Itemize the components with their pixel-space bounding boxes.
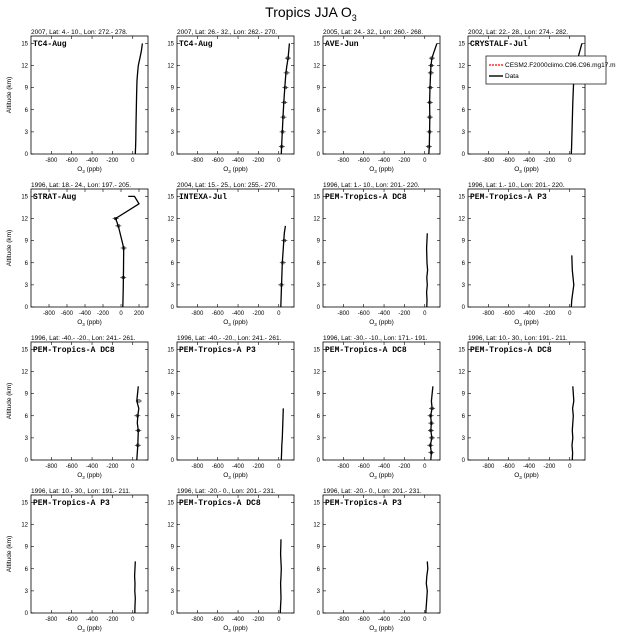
y-tick-label: 15: [167, 347, 174, 354]
x-tick-label: 200: [133, 311, 145, 317]
y-tick-label: 15: [21, 194, 28, 201]
panel-header: 1996, Lat: 1.- 10., Lon: 201.- 220.: [468, 182, 565, 189]
x-tick-label: -800: [191, 464, 204, 470]
panel-12: [458, 335, 585, 480]
x-tick-label: 0: [131, 464, 135, 470]
x-tick-label: 0: [119, 311, 123, 317]
panel-frame: [468, 189, 585, 307]
x-tick-label: -800: [45, 464, 58, 470]
y-tick-label: 9: [170, 391, 174, 398]
y-tick-label: 3: [316, 435, 320, 442]
panel-label: CRYSTALF-Jul: [470, 40, 528, 49]
x-tick-label: -600: [211, 617, 224, 623]
x-tick-label: -800: [337, 464, 350, 470]
x-tick-label: -200: [106, 158, 119, 164]
y-tick-label: 15: [167, 194, 174, 201]
panel-header: 1996, Lat: -40.- -20., Lon: 241.- 261.: [177, 335, 282, 342]
y-tick-label: 3: [316, 588, 320, 595]
y-axis-label: Altitude (km): [6, 229, 13, 267]
panel-frame: [468, 36, 585, 154]
y-tick-label: 3: [24, 588, 28, 595]
x-tick-label: -600: [357, 464, 370, 470]
y-tick-label: 6: [316, 566, 320, 573]
x-tick-label: -600: [502, 311, 515, 317]
y-tick-label: 9: [24, 238, 28, 245]
panel-11: [313, 335, 440, 480]
panels: [6, 29, 616, 633]
panel-label: TC4-Aug: [33, 40, 67, 49]
x-tick-label: -200: [252, 158, 265, 164]
x-tick-label: -200: [398, 617, 411, 623]
panel-label: AVE-Jun: [325, 40, 359, 49]
x-tick-label: 0: [423, 158, 427, 164]
panel-label: PEM-Tropics-A DC8: [325, 193, 407, 202]
y-tick-label: 12: [21, 63, 28, 70]
panel-header: 2004, Lat: 15.- 25., Lon: 255.- 270.: [177, 182, 278, 189]
y-tick-label: 12: [458, 216, 465, 223]
panel-label: PEM-Tropics-A P3: [33, 499, 110, 508]
panel-header: 1996, Lat: 10.- 30., Lon: 191.- 211.: [31, 488, 131, 495]
y-tick-label: 12: [313, 63, 320, 70]
legend-box: [486, 56, 606, 84]
y-tick-label: 15: [458, 41, 465, 48]
x-tick-label: -800: [337, 158, 350, 164]
x-tick-label: -800: [45, 617, 58, 623]
x-axis-label: $O_3$ (ppb): [77, 625, 102, 633]
panel-header: 2002, Lat: 22.- 28., Lon: 274.- 282.: [468, 29, 569, 36]
y-tick-label: 9: [24, 391, 28, 398]
y-tick-label: 6: [170, 260, 174, 267]
series-line-data: [571, 255, 574, 307]
y-tick-label: 3: [461, 282, 465, 289]
panel-header: 1996, Lat: -30.- -10., Lon: 171.- 191.: [323, 335, 428, 342]
y-tick-label: 12: [167, 522, 174, 529]
series-line-data: [135, 561, 136, 613]
x-tick-label: -800: [191, 311, 204, 317]
panel-header: 2005, Lat: 24.- 32., Lon: 260.- 268.: [323, 29, 424, 36]
legend: [486, 56, 616, 84]
x-tick-label: -800: [191, 158, 204, 164]
y-tick-label: 6: [461, 260, 465, 267]
x-axis-label: $O_3$ (ppb): [223, 166, 248, 174]
x-tick-label: 0: [277, 464, 281, 470]
panel-header: 2007, Lat: 4.- 10., Lon: 272.- 278.: [31, 29, 128, 36]
x-axis-label: $O_3$ (ppb): [369, 625, 394, 633]
x-tick-label: 0: [568, 311, 572, 317]
x-tick-label: -400: [523, 158, 536, 164]
x-axis-label: $O_3$ (ppb): [514, 319, 539, 327]
y-tick-label: 9: [316, 238, 320, 245]
y-tick-label: 12: [313, 522, 320, 529]
y-tick-label: 9: [24, 544, 28, 551]
y-tick-label: 6: [170, 566, 174, 573]
y-tick-label: 15: [458, 194, 465, 201]
x-tick-label: -600: [357, 311, 370, 317]
y-tick-label: 3: [170, 588, 174, 595]
series-line-data: [426, 561, 428, 613]
y-axis-label: Altitude (km): [6, 76, 13, 114]
x-tick-label: -400: [378, 311, 391, 317]
y-tick-label: 12: [313, 216, 320, 223]
y-tick-label: 15: [313, 41, 320, 48]
panel-5: [6, 182, 148, 327]
y-tick-label: 0: [316, 152, 320, 158]
y-tick-label: 0: [316, 305, 320, 311]
panel-frame: [177, 189, 294, 307]
x-tick-label: -200: [398, 311, 411, 317]
x-tick-label: 0: [423, 311, 427, 317]
y-tick-label: 0: [170, 458, 174, 464]
panel-header: 1996, Lat: -20.- 0., Lon: 201.- 231.: [177, 488, 276, 495]
x-tick-label: 0: [568, 158, 572, 164]
panel-label: STRAT-Aug: [33, 193, 77, 202]
x-tick-label: -800: [45, 158, 58, 164]
panel-frame: [31, 36, 148, 154]
x-tick-label: 0: [131, 617, 135, 623]
x-tick-label: -200: [398, 464, 411, 470]
y-tick-label: 3: [24, 282, 28, 289]
x-axis-label: $O_3$ (ppb): [369, 166, 394, 174]
y-tick-label: 6: [461, 107, 465, 114]
y-tick-label: 9: [170, 85, 174, 92]
panel-frame: [31, 189, 148, 307]
y-tick-label: 3: [170, 282, 174, 289]
panel-header: 1996, Lat: -40.- -20., Lon: 241.- 261.: [31, 335, 136, 342]
x-tick-label: -800: [482, 464, 495, 470]
y-tick-label: 6: [170, 413, 174, 420]
y-tick-label: 0: [461, 458, 465, 464]
y-tick-label: 3: [316, 282, 320, 289]
panel-13: [6, 488, 148, 633]
y-tick-label: 6: [316, 107, 320, 114]
y-tick-label: 3: [24, 435, 28, 442]
y-tick-label: 3: [316, 129, 320, 136]
x-tick-label: -400: [86, 158, 99, 164]
series-line-data: [427, 233, 428, 307]
x-tick-label: -400: [232, 464, 245, 470]
x-tick-label: -600: [65, 617, 78, 623]
panel-4: [458, 29, 585, 174]
x-tick-label: -400: [378, 617, 391, 623]
y-tick-label: 3: [170, 129, 174, 136]
x-axis-label: $O_3$ (ppb): [369, 319, 394, 327]
x-tick-label: -400: [232, 311, 245, 317]
x-tick-label: -400: [523, 464, 536, 470]
y-axis-label: Altitude (km): [6, 535, 13, 573]
y-tick-label: 15: [167, 500, 174, 507]
y-tick-label: 15: [313, 347, 320, 354]
x-tick-label: -200: [106, 617, 119, 623]
y-tick-label: 6: [24, 413, 28, 420]
x-tick-label: -800: [191, 617, 204, 623]
y-tick-label: 9: [170, 544, 174, 551]
x-tick-label: -800: [482, 311, 495, 317]
panel-3: [313, 29, 440, 174]
y-tick-label: 12: [458, 63, 465, 70]
series-line-data: [116, 196, 139, 307]
y-tick-label: 9: [316, 544, 320, 551]
series-line-data: [280, 539, 281, 613]
y-tick-label: 0: [170, 152, 174, 158]
panel-1: [6, 29, 148, 174]
panel-6: [167, 182, 294, 327]
x-tick-label: 0: [277, 158, 281, 164]
y-tick-label: 15: [21, 41, 28, 48]
panel-7: [313, 182, 440, 327]
panel-label: PEM-Tropics-A DC8: [470, 346, 552, 355]
figure-title: Tropics JJA $O_3$: [265, 4, 357, 23]
x-tick-label: -400: [232, 158, 245, 164]
panel-frame: [177, 342, 294, 460]
panel-label: PEM-Tropics-A DC8: [179, 499, 261, 508]
y-tick-label: 6: [316, 260, 320, 267]
y-tick-label: 0: [461, 152, 465, 158]
y-tick-label: 0: [24, 458, 28, 464]
y-tick-label: 9: [461, 238, 465, 245]
x-axis-label: $O_3$ (ppb): [77, 166, 102, 174]
y-tick-label: 15: [21, 500, 28, 507]
x-tick-label: -200: [252, 464, 265, 470]
x-axis-label: $O_3$ (ppb): [514, 472, 539, 480]
y-tick-label: 6: [170, 107, 174, 114]
y-tick-label: 0: [316, 611, 320, 617]
y-tick-label: 9: [316, 391, 320, 398]
y-tick-label: 6: [24, 566, 28, 573]
y-tick-label: 12: [21, 369, 28, 376]
figure-title-subscript: 3: [351, 13, 357, 23]
panel-header: 1996, Lat: 18.- 24., Lon: 197.- 205.: [31, 182, 132, 189]
panel-14: [167, 488, 294, 633]
y-tick-label: 12: [21, 522, 28, 529]
series-line-data: [281, 43, 289, 154]
x-tick-label: -800: [482, 158, 495, 164]
x-tick-label: 0: [423, 464, 427, 470]
x-axis-label: $O_3$ (ppb): [223, 625, 248, 633]
y-tick-label: 15: [21, 347, 28, 354]
panel-frame: [323, 342, 440, 460]
panel-frame: [468, 342, 585, 460]
x-tick-label: -400: [378, 464, 391, 470]
x-tick-label: 0: [277, 311, 281, 317]
x-tick-label: -200: [252, 311, 265, 317]
x-tick-label: 0: [568, 464, 572, 470]
y-tick-label: 15: [313, 194, 320, 201]
y-tick-label: 15: [313, 500, 320, 507]
x-tick-label: -600: [211, 311, 224, 317]
y-axis-label: Altitude (km): [6, 382, 13, 420]
x-tick-label: -200: [398, 158, 411, 164]
y-tick-label: 9: [170, 238, 174, 245]
panel-frame: [177, 36, 294, 154]
panel-frame: [323, 36, 440, 154]
x-tick-label: -400: [378, 158, 391, 164]
legend-model-label: CESM2.F2000climo.C96.C96.mg17.m: [505, 62, 616, 69]
x-tick-label: -600: [357, 617, 370, 623]
panel-label: PEM-Tropics-A DC8: [33, 346, 115, 355]
x-axis-label: $O_3$ (ppb): [223, 319, 248, 327]
y-tick-label: 9: [316, 85, 320, 92]
x-tick-label: -400: [523, 311, 536, 317]
x-tick-label: -400: [86, 617, 99, 623]
x-tick-label: -800: [337, 617, 350, 623]
y-tick-label: 3: [461, 129, 465, 136]
x-tick-label: -600: [65, 158, 78, 164]
x-tick-label: -200: [106, 464, 119, 470]
panel-label: PEM-Tropics-A P3: [325, 499, 402, 508]
x-axis-label: $O_3$ (ppb): [514, 166, 539, 174]
panel-label: TC4-Aug: [179, 40, 213, 49]
panel-frame: [31, 495, 148, 613]
series-line-data: [281, 226, 286, 307]
y-tick-label: 9: [461, 391, 465, 398]
x-tick-label: -400: [232, 617, 245, 623]
x-tick-label: -400: [78, 311, 92, 317]
y-tick-label: 3: [24, 129, 28, 136]
panel-label: PEM-Tropics-A P3: [179, 346, 256, 355]
panel-label: PEM-Tropics-A DC8: [325, 346, 407, 355]
x-tick-label: 0: [423, 617, 427, 623]
panel-label: PEM-Tropics-A P3: [470, 193, 547, 202]
panel-frame: [323, 495, 440, 613]
y-tick-label: 12: [167, 369, 174, 376]
x-tick-label: -200: [543, 158, 556, 164]
y-tick-label: 12: [167, 216, 174, 223]
x-tick-label: 0: [131, 158, 135, 164]
y-tick-label: 3: [170, 435, 174, 442]
y-tick-label: 9: [461, 85, 465, 92]
panel-frame: [31, 342, 148, 460]
panel-header: 1996, Lat: 1.- 10., Lon: 201.- 220.: [323, 182, 420, 189]
y-tick-label: 6: [24, 260, 28, 267]
x-tick-label: -400: [86, 464, 99, 470]
x-axis-label: $O_3$ (ppb): [77, 472, 102, 480]
x-axis-label: $O_3$ (ppb): [369, 472, 394, 480]
x-tick-label: -600: [211, 158, 224, 164]
panel-2: [167, 29, 294, 174]
x-tick-label: -600: [357, 158, 370, 164]
x-tick-label: -600: [502, 464, 515, 470]
panel-8: [458, 182, 585, 327]
y-tick-label: 0: [24, 152, 28, 158]
panel-15: [313, 488, 440, 633]
y-tick-label: 9: [24, 85, 28, 92]
series-line-data: [137, 386, 139, 460]
panel-10: [167, 335, 294, 480]
y-tick-label: 6: [461, 413, 465, 420]
x-axis-label: $O_3$ (ppb): [223, 472, 248, 480]
y-tick-label: 15: [167, 41, 174, 48]
panel-frame: [323, 189, 440, 307]
y-tick-label: 0: [461, 305, 465, 311]
x-tick-label: 0: [277, 617, 281, 623]
y-tick-label: 3: [461, 435, 465, 442]
x-tick-label: -800: [337, 311, 350, 317]
legend-data-label: Data: [505, 73, 519, 80]
y-tick-label: 0: [170, 611, 174, 617]
series-line-data: [135, 43, 142, 154]
y-tick-label: 6: [24, 107, 28, 114]
series-line-data: [281, 408, 283, 460]
x-tick-label: -600: [60, 311, 74, 317]
panel-header: 1996, Lat: -20.- 0., Lon: 201.- 231.: [323, 488, 422, 495]
y-tick-label: 12: [167, 63, 174, 70]
panel-header: 1996, Lat: 10.- 30., Lon: 191.- 211.: [468, 335, 568, 342]
y-tick-label: 0: [316, 458, 320, 464]
x-tick-label: -200: [543, 311, 556, 317]
y-tick-label: 12: [313, 369, 320, 376]
panel-label: INTEXA-Jul: [179, 193, 228, 202]
x-tick-label: -200: [543, 464, 556, 470]
x-tick-label: -600: [211, 464, 224, 470]
panel-9: [6, 335, 148, 480]
y-tick-label: 12: [458, 369, 465, 376]
y-tick-label: 12: [21, 216, 28, 223]
x-tick-label: -200: [96, 311, 110, 317]
series-line-data: [429, 43, 437, 154]
series-line-data: [572, 386, 574, 460]
y-tick-label: 0: [24, 305, 28, 311]
y-tick-label: 6: [316, 413, 320, 420]
y-tick-label: 0: [170, 305, 174, 311]
y-tick-label: 0: [24, 611, 28, 617]
x-tick-label: -800: [42, 311, 56, 317]
panel-frame: [177, 495, 294, 613]
x-tick-label: -200: [252, 617, 265, 623]
panel-header: 2007, Lat: 26.- 32., Lon: 262.- 270.: [177, 29, 278, 36]
x-tick-label: -600: [502, 158, 515, 164]
x-axis-label: $O_3$ (ppb): [77, 319, 102, 327]
y-tick-label: 15: [458, 347, 465, 354]
x-tick-label: -600: [65, 464, 78, 470]
